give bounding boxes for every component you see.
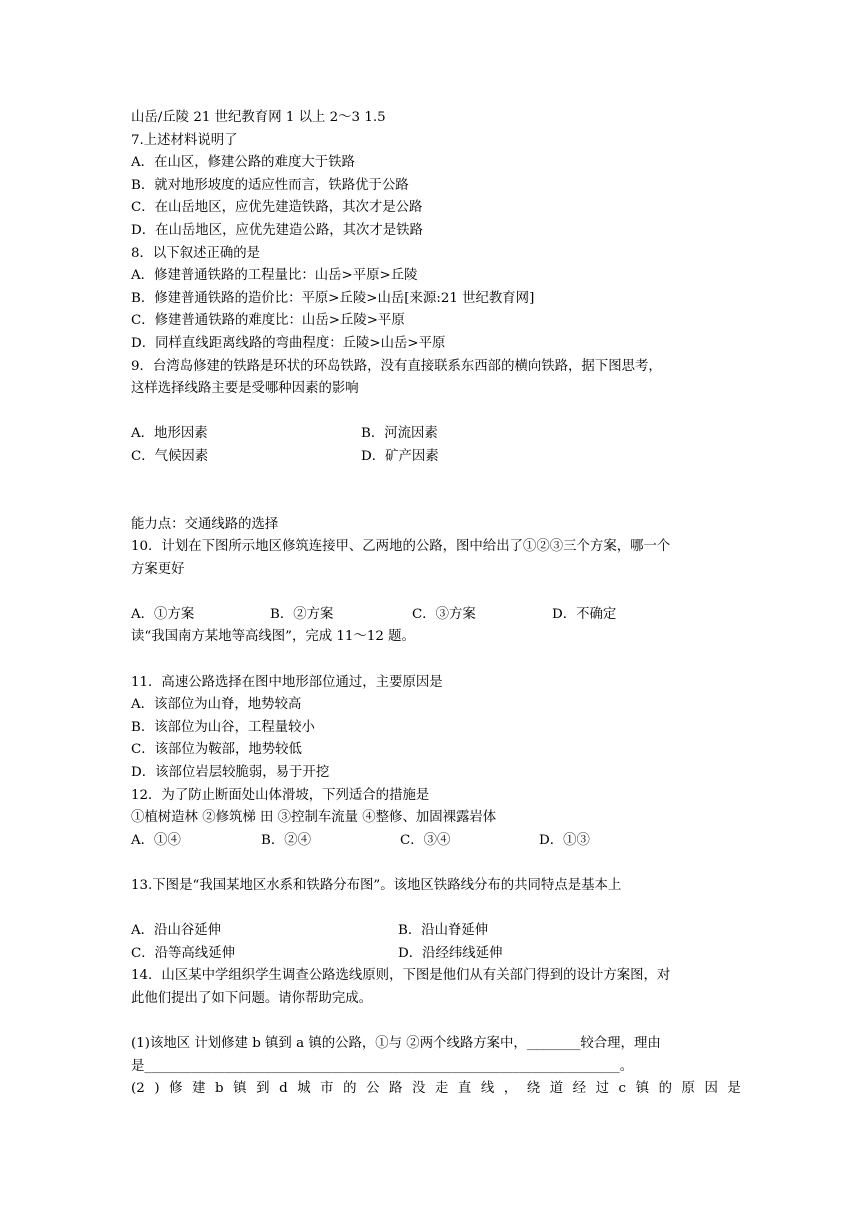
question-14-part-2-word: 线 bbox=[480, 1081, 495, 1097]
question-14-part-2-word: 公 bbox=[366, 1081, 380, 1097]
question-11-option-b: B．该部位为山谷，工程量较小 bbox=[131, 719, 315, 735]
question-10-option-b: B．②方案 bbox=[270, 606, 334, 622]
question-14-part-2-word: b bbox=[215, 1081, 224, 1097]
question-14-stem-line-2: 此他们提出了如下问题。请你帮助完成。 bbox=[131, 990, 373, 1006]
question-12-options bbox=[131, 830, 741, 853]
question-14-part-2-word: (2 bbox=[131, 1081, 145, 1097]
question-9-option-a: A．地形因素 bbox=[131, 426, 208, 442]
table-fragment-line: 山岳/丘陵 21 世纪教育网 1 以上 2～3 1.5 bbox=[131, 110, 386, 125]
question-14-part-2-word: 市 bbox=[320, 1081, 334, 1097]
question-13-option-a: A．沿山谷延伸 bbox=[131, 923, 222, 939]
question-14-part-2-word: 过 bbox=[595, 1081, 609, 1097]
question-13-option-b: B．沿山脊延伸 bbox=[398, 923, 489, 939]
question-14-part-2-word: 经 bbox=[572, 1081, 587, 1097]
question-8-option-b: B．修建普通铁路的造价比：平原>丘陵>山岳[来源:21 世纪教育网] bbox=[131, 290, 535, 306]
question-14-part-2-word: 直 bbox=[457, 1081, 472, 1097]
question-13-option-d: D．沿经纬线延伸 bbox=[398, 945, 503, 961]
question-14-part-2-word: 是 bbox=[727, 1081, 741, 1097]
question-11-option-d: D．该部位岩层较脆弱，易于开挖 bbox=[131, 765, 330, 781]
question-9-stem-line-2: 这样选择线路主要是受哪种因素的影响 bbox=[131, 381, 359, 397]
question-10-option-d: D．不确定 bbox=[552, 606, 617, 622]
question-14-part-2-word: 到 bbox=[256, 1081, 270, 1097]
question-9-option-c: C．气候因素 bbox=[131, 448, 209, 464]
question-14-stem-line-1: 14．山区某中学组织学生调查公路选线原则，下图是他们从有关部门得到的设计方案图，对 bbox=[131, 968, 671, 984]
question-14-part-2-word: ， bbox=[503, 1081, 518, 1097]
question-9-stem-line-1: 9．台湾岛修建的铁路是环状的环岛铁路，没有直接联系东西部的横向铁路，据下图思考， bbox=[131, 358, 662, 374]
question-10-option-a: A．①方案 bbox=[131, 606, 195, 622]
question-12-measures: ①植树造林 ②修筑梯 田 ③控制车流量 ④整修、加固裸露岩体 bbox=[131, 810, 497, 826]
question-11-option-a: A．该部位为山脊，地势较高 bbox=[131, 697, 302, 713]
question-14-part-2-word: 城 bbox=[297, 1081, 311, 1097]
question-7-option-c: C．在山岳地区，应优先建造铁路，其次才是公路 bbox=[131, 200, 423, 216]
question-9-option-d: D．矿产因素 bbox=[361, 448, 439, 464]
question-14-part-2-word: 修 bbox=[169, 1081, 183, 1097]
question-14-part-2-word: 因 bbox=[704, 1081, 718, 1097]
question-14-part-2-word: 原 bbox=[681, 1081, 695, 1097]
question-14-part-2-word: 路 bbox=[389, 1081, 403, 1097]
question-8-stem: 8．以下叙述正确的是 bbox=[131, 245, 261, 261]
question-11-option-c: C．该部位为鞍部，地势较低 bbox=[131, 742, 302, 758]
question-14-part-1-line-1: (1)该地区 计划修建 b 镇到 a 镇的公路，①与 ②两个线路方案中，________较合理，理由 bbox=[131, 1036, 661, 1052]
question-12-stem: 12．为了防止断面处山体滑坡，下列适合的措施是 bbox=[131, 787, 430, 803]
document-page bbox=[131, 107, 741, 1101]
question-9-options-row-1 bbox=[131, 423, 741, 446]
question-14-part-2-word: c bbox=[618, 1081, 627, 1097]
question-14-part-2-word: ) bbox=[154, 1081, 160, 1097]
question-13-stem: 13.下图是“我国某地区水系和铁路分布图”。该地区铁路线分布的共同特点是基本上 bbox=[131, 878, 622, 893]
question-9-option-b: B．河流因素 bbox=[361, 426, 438, 442]
question-14-part-2-line bbox=[131, 1078, 741, 1101]
question-13-options-row-2 bbox=[131, 943, 741, 966]
question-10-options bbox=[131, 604, 741, 627]
question-14-part-2-word: d bbox=[279, 1081, 288, 1097]
question-7-option-b: B．就对地形坡度的适应性而言，铁路优于公路 bbox=[131, 177, 409, 193]
question-13-option-c: C．沿等高线延伸 bbox=[131, 945, 235, 961]
question-14-part-2-word: 建 bbox=[192, 1081, 206, 1097]
question-14-part-2-word: 没 bbox=[411, 1081, 426, 1097]
question-14-part-1-line-2: 是_______________________________________________________________________。 bbox=[131, 1058, 634, 1074]
question-12-option-d: D．①③ bbox=[539, 832, 590, 848]
question-11-stem: 11．高速公路选择在图中地形部位通过，主要原因是 bbox=[131, 674, 443, 690]
question-8-option-d: D．同样直线距离线路的弯曲程度：丘陵>山岳>平原 bbox=[131, 335, 446, 351]
question-10-stem-line-2: 方案更好 bbox=[131, 561, 185, 577]
question-14-part-2-word: 走 bbox=[434, 1081, 449, 1097]
question-8-option-c: C．修建普通铁路的难度比：山岳>丘陵>平原 bbox=[131, 313, 405, 329]
question-10-option-c: C．③方案 bbox=[412, 606, 476, 622]
question-10-stem-line-1: 10．计划在下图所示地区修筑连接甲、乙两地的公路，图中给出了①②③三个方案，哪一个 bbox=[131, 539, 671, 555]
question-14-part-2-word: 的 bbox=[343, 1081, 357, 1097]
section-heading: 能力点：交通线路的选择 bbox=[131, 516, 279, 532]
question-12-option-b: B．②④ bbox=[261, 832, 312, 848]
question-7-option-d: D．在山岳地区，应优先建造公路，其次才是铁路 bbox=[131, 222, 423, 238]
question-8-option-a: A．修建普通铁路的工程量比：山岳>平原>丘陵 bbox=[131, 268, 418, 284]
question-13-options-row-1 bbox=[131, 920, 741, 943]
question-14-part-2-word: 镇 bbox=[635, 1081, 649, 1097]
question-14-part-2-word: 道 bbox=[549, 1081, 564, 1097]
reading-instruction: 读“我国南方某地等高线图”，完成 11～12 题。 bbox=[131, 629, 415, 645]
question-7-option-a: A．在山区，修建公路的难度大于铁路 bbox=[131, 155, 355, 171]
question-14-part-2-word: 镇 bbox=[233, 1081, 247, 1097]
question-9-options-row-2 bbox=[131, 446, 741, 469]
question-12-option-a: A．①④ bbox=[131, 832, 181, 848]
question-7-stem: 7.上述材料说明了 bbox=[131, 132, 238, 148]
question-12-option-c: C．③④ bbox=[400, 832, 451, 848]
question-14-part-2-word: 绕 bbox=[526, 1081, 541, 1097]
question-14-part-2-word: 的 bbox=[658, 1081, 672, 1097]
